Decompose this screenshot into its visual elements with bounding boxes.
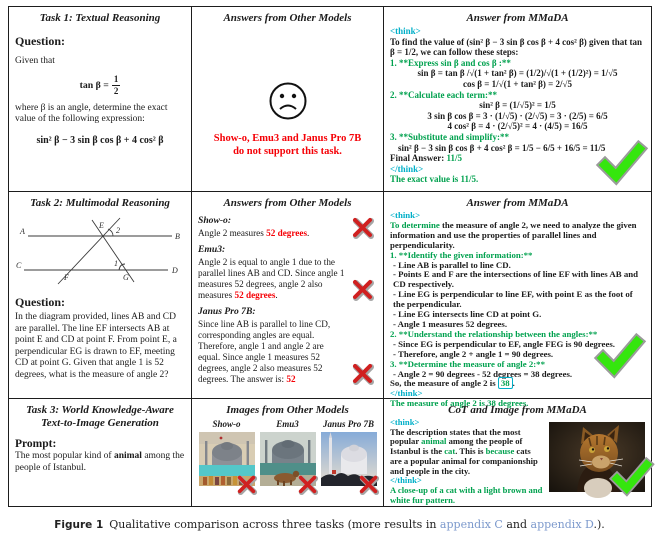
mmada2-bullet8: - Angle 2 = 90 degrees - 52 degrees = 38 degrees. (393, 368, 573, 379)
caption-text-post: .). (593, 518, 605, 531)
task1-mmada-cell (384, 7, 651, 192)
cross-icon (358, 473, 380, 495)
appendix-d-link[interactable]: appendix D (530, 518, 594, 531)
caption-text-pre: Qualitative comparison across three tasks (more results in (109, 518, 440, 531)
check-icon (610, 459, 652, 495)
mmada2-bullet4: - Line EG intersects line CD at point G. (393, 309, 542, 320)
task2-mmada-title: Answer from MMaDA (466, 197, 569, 209)
prompt-post: among the people of Istanbul. (15, 451, 185, 473)
cross-icon (236, 473, 258, 495)
think-open-tag: <think> (390, 210, 421, 220)
task1-title: Task 1: Textual Reasoning (39, 12, 161, 24)
mmada2-step3: 3. **Determine the measure of angle 2:** (390, 358, 545, 369)
mmada1-intro: To find the value of (sin² β − 3 sin β cos β + 4 cos² β) given that tan β = 1/2, we can follow these steps: (390, 36, 643, 58)
task2-title: Task 2: Multimodal Reasoning (30, 197, 170, 209)
cot-green3: because (485, 446, 515, 457)
janus-image-item (321, 419, 377, 486)
mmada2-verdict: The measure of angle 2 is 38 degrees. (390, 398, 529, 409)
task2-others-title: Answers from Other Models (223, 197, 352, 209)
mmada2-boxed-value: 38 (498, 377, 513, 389)
appendix-c-link[interactable]: appendix C (439, 518, 503, 531)
janus-label: Janus Pro 7B: (198, 306, 256, 317)
mmada2-intro (390, 221, 645, 251)
fraction-denominator: 2 (113, 85, 119, 96)
think-open-tag: <think> (390, 26, 421, 36)
task3-mmada-content (390, 418, 645, 505)
janus-answer (198, 319, 347, 385)
emu3-image-label: Emu3 (276, 419, 299, 429)
cross-icon (351, 361, 375, 385)
mmada1-math6: sin² β − 3 sin β cos β + 4 cos² β = 1/5 − 6/5 + 16/5 = 11/5 (398, 142, 606, 153)
other-model-images (198, 419, 377, 486)
mmada-cat-image-wrap (549, 422, 645, 492)
janus-image-label: Janus Pro 7B (322, 419, 375, 429)
comparison-table (8, 6, 652, 507)
geometry-diagram (16, 214, 184, 290)
mmada2-conclusion-pre: So, the measure of angle 2 is (390, 378, 498, 389)
task2-mmada-cell (384, 192, 651, 409)
emu3-label: Emu3: (198, 244, 226, 255)
showo-answer-block (198, 215, 377, 239)
task1-given-text: Given that (15, 56, 55, 66)
diagram-label-g: G (123, 273, 129, 282)
cot-seg4: cats are a popular animal for companionship and people in the city. (390, 446, 538, 476)
think-open-tag: <think> (390, 417, 420, 427)
mmada1-math2: cos β = 1/√(1 + tan² β) = 2/√5 (463, 78, 572, 89)
tan-fraction (112, 75, 121, 96)
task3-other-models-cell (192, 399, 384, 506)
diagram-label-angle1: 1 (114, 259, 118, 268)
think-close-tag: </think> (390, 388, 423, 399)
showo-label: Show-o: (198, 215, 232, 226)
cross-icon (351, 215, 375, 239)
mmada2-conclusion-post: . (512, 378, 515, 389)
diagram-label-e: E (99, 221, 104, 230)
mmada2-bullet6: - Since EG is perpendicular to EF, angle FEG is 90 degrees. (393, 338, 615, 349)
cross-icon (351, 277, 375, 301)
mmada2-intro-highlight: To determine (390, 219, 440, 230)
cot-seg1: The description states that the most popular (390, 426, 521, 447)
showo-answer-pre: Angle 2 measures (198, 228, 267, 238)
check-icon (595, 336, 643, 376)
janus-answer-pre: Since line AB is parallel to line CD, corresponding angles are equal. Therefore, angle 1 and angle 2 are equal. Since angle 1 measures 52 degrees, angle 2 also measures 52 degrees. The answer is: (198, 319, 331, 384)
diagram-label-d: D (172, 266, 178, 275)
task1-tan-formula (15, 75, 185, 96)
task3-others-title: Images from Other Models (226, 404, 349, 416)
task1-question-label: Question: (15, 34, 66, 48)
mmada2-bullet2: - Points E and F are the intersections of line EF with lines AB and CD respectively. (393, 269, 639, 290)
cot-green2: cat (444, 446, 456, 457)
mmada2-bullet3: - Line EG is perpendicular to line EF, with point E as the foot of the perpendicular. (393, 289, 633, 310)
cot-green1: animal (421, 436, 447, 447)
mmada1-math4: 3 sin β cos β = 3 · (1/√5) · (2/√5) = 3 · (2/5) = 6/5 (427, 110, 608, 121)
figure-caption (0, 518, 659, 531)
task3-prompt-text (15, 451, 185, 474)
showo-answer (198, 228, 347, 239)
task2-question-label: Question: (15, 295, 66, 309)
sad-face-icon (267, 80, 309, 122)
task3-cell (9, 399, 192, 506)
mmada1-step3: 3. **Substitute and simplify:** (390, 131, 510, 142)
emu3-answer-red: 52 degrees (234, 290, 276, 300)
mmada2-step2: 2. **Understand the relationship between the angles:** (390, 328, 598, 339)
task2-question-text: In the diagram provided, lines AB and CD are parallel. The line EF intersects AB at point E and CD at point F. From point E, a perpendicular EG is drawn to EF, meeting CD at point G. Given that angle 1 is 52 degrees, what is the measure of angle 2? (15, 312, 177, 380)
unsupported-message (214, 132, 361, 158)
task1-other-models-cell (192, 7, 384, 192)
final-answer-label: Final Answer: (390, 153, 447, 164)
task1-cell (9, 7, 192, 192)
emu3-answer (198, 257, 347, 301)
task1-body-text: where β is an angle, determine the exact value of the following expression: (15, 102, 168, 124)
task3-mmada-cell (384, 399, 651, 506)
janus-answer-red: 52 (286, 374, 296, 384)
janus-answer-block (198, 306, 377, 385)
showo-image-label: Show-o (212, 419, 241, 429)
emu3-image-item (260, 419, 316, 486)
mmada2-conclusion (390, 379, 645, 389)
cot-seg3: . This is (455, 446, 486, 457)
fraction-numerator: 1 (113, 73, 119, 84)
cross-icon (297, 473, 319, 495)
mmada1-verdict: The exact value is 11/5. (390, 174, 479, 185)
tan-lhs: tan β = (79, 79, 109, 91)
task2-cell (9, 192, 192, 399)
cot-seg2: among the people of Istanbul is the (390, 436, 523, 457)
prompt-pre: The most popular kind of (15, 451, 114, 461)
emu3-answer-block (198, 244, 377, 301)
task3-verdict: A close-up of a cat with a light brown and white fur pattern. (390, 484, 543, 505)
task1-mmada-title: Answer from MMaDA (466, 12, 569, 24)
think-close-tag: </think> (390, 475, 422, 486)
mmada2-step1: 1. **Identify the given information:** (390, 249, 533, 260)
diagram-label-f: F (64, 273, 69, 282)
mmada1-step1: 1. **Express sin β and cos β :** (390, 57, 511, 68)
mmada1-math5: 4 cos² β = 4 · (2/√5)² = 4 · (4/5) = 16/5 (447, 121, 588, 132)
unsupported-line2: do not support this task. (233, 146, 342, 157)
mmada1-step2: 2. **Calculate each term:** (390, 89, 497, 100)
diagram-label-b: B (175, 232, 180, 241)
task3-prompt-label: Prompt: (15, 438, 57, 450)
figure-label: Figure 1 (54, 519, 104, 531)
showo-answer-post: . (307, 228, 310, 238)
mmada2-bullet5: - Angle 1 measures 52 degrees. (393, 318, 508, 329)
task2-other-models-cell (192, 192, 384, 399)
diagram-label-angle2: 2 (116, 226, 120, 235)
diagram-label-a: A (20, 227, 25, 236)
task1-others-title: Answers from Other Models (223, 12, 352, 24)
mmada1-math1: sin β = tan β /√(1 + tan² β) = (1/2)/√(1 + (1/2)²) = 1/√5 (417, 68, 618, 79)
task3-mmada-title: CoT and Image from MMaDA (448, 404, 587, 416)
mmada2-intro-rest: the measure of angle 2, we need to analyze the given information and use the properties of parallel lines and perpendicularity. (390, 219, 637, 250)
showo-image-item (199, 419, 255, 486)
emu3-answer-pre: Angle 2 is equal to angle 1 due to the parallel lines AB and CD. Since angle 1 measures 52 degrees, angle 2 also measures (198, 257, 345, 300)
caption-text-mid: and (502, 518, 531, 531)
task3-cot-paragraph (390, 428, 543, 477)
think-close-tag: </think> (390, 163, 424, 174)
unsupported-line1: Show-o, Emu3 and Janus Pro 7B (213, 133, 362, 144)
final-answer-value: 11/5 (446, 153, 463, 164)
diagram-label-c: C (16, 261, 22, 270)
task1-expression: sin² β − 3 sin β cos β + 4 cos² β (36, 134, 164, 146)
task3-cot-text (390, 418, 543, 505)
mmada2-bullet7: - Therefore, angle 2 + angle 1 = 90 degrees. (393, 348, 554, 359)
task3-title: Task 3: World Knowledge-Aware Text-to-Image Generation (26, 404, 174, 429)
check-icon (597, 143, 645, 183)
emu3-answer-post: . (275, 290, 278, 300)
prompt-bold-word: animal (113, 451, 142, 461)
mmada2-bullet1: - Line AB is parallel to line CD. (393, 259, 511, 270)
showo-answer-red: 52 degrees (266, 228, 308, 238)
mmada1-math3: sin² β = (1/√5)² = 1/5 (479, 100, 556, 111)
